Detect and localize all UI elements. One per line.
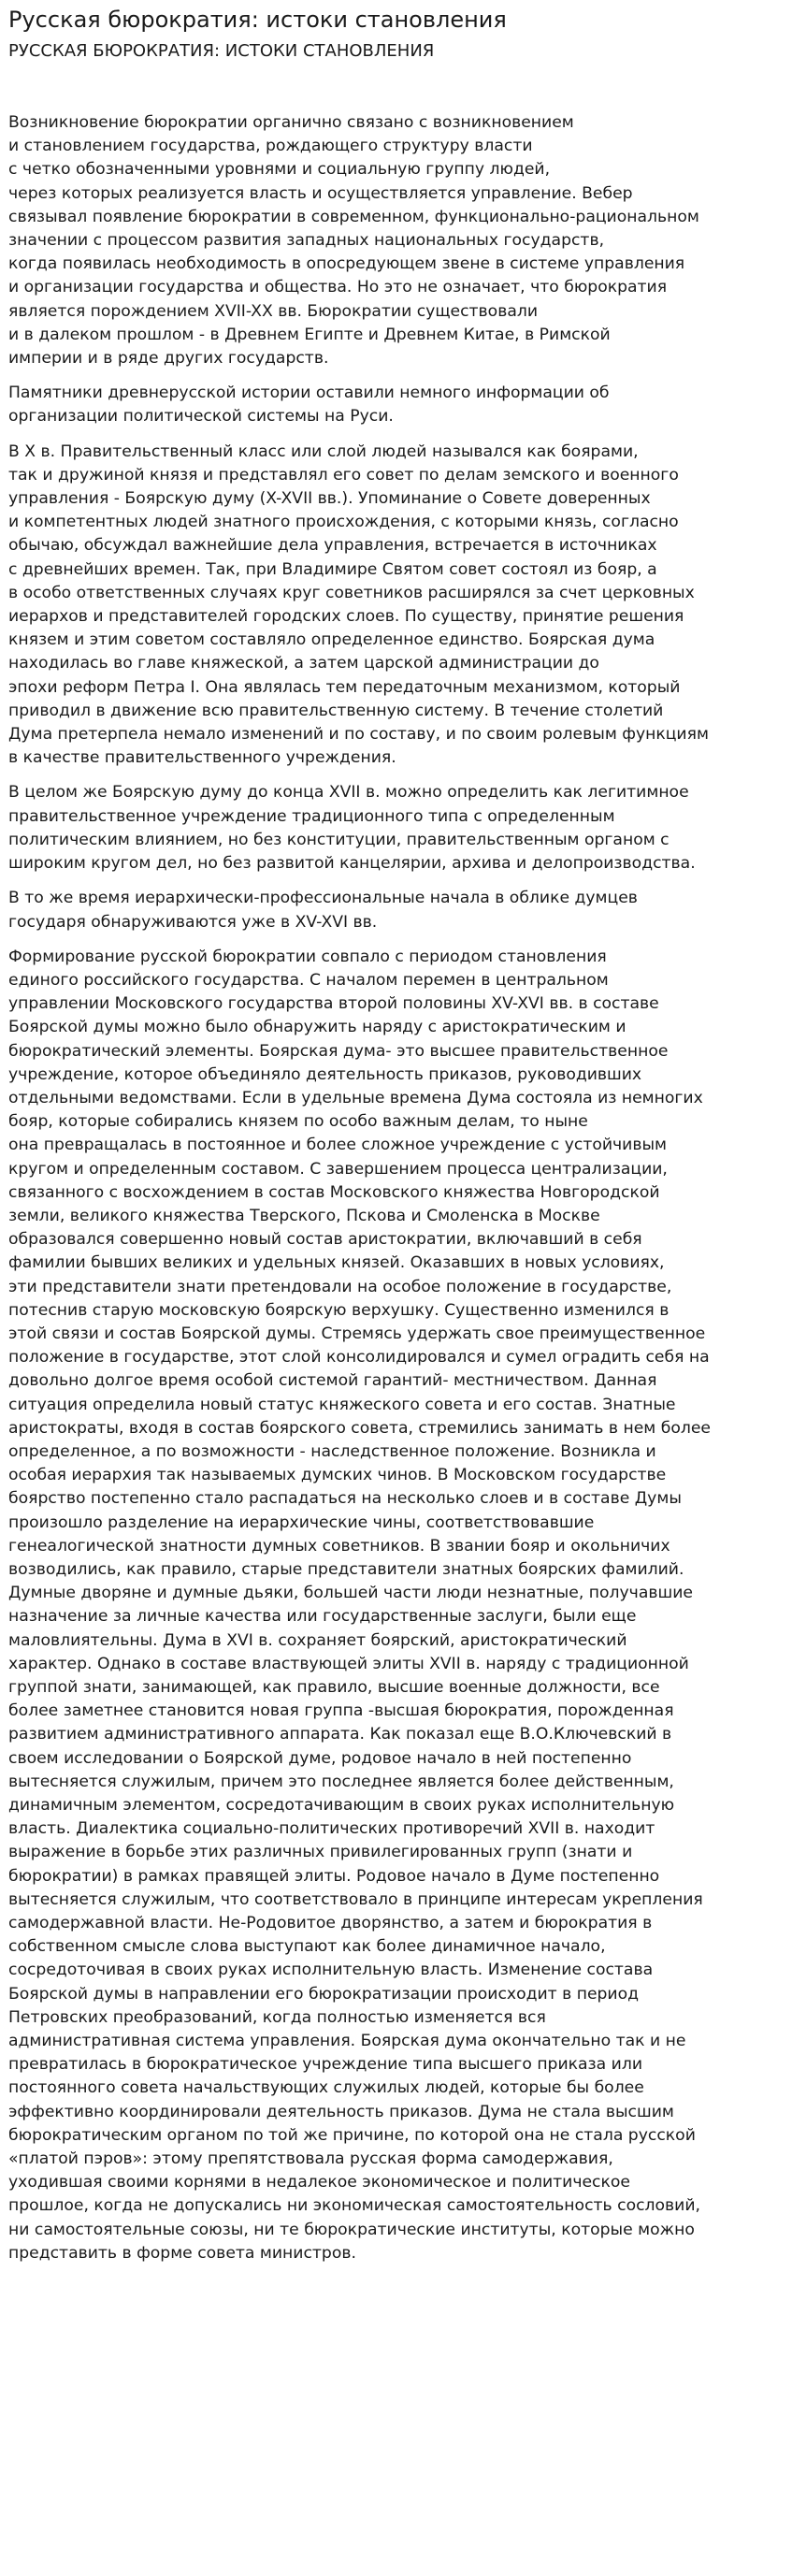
paragraph-5: В то же время иерархически-профессиональные начала в облике думцев государя обнаруживаются уже в XV-XVI вв.: [8, 889, 638, 932]
paragraph-1: Возникновение бюрократии органично связано с возникновением и становлением государства, рождающего структуру власти с четко обозначенными уровнями и социальную группу людей, через которых реализуется власть и осуществляется управление. Вебер связывал появление бюрократии в современном, функционально-рациональном значении с процессом развития западных национальных государств, когда появилась необходимость в опосредующем звене в системе управления и организации государства и общества. Но это не означает, что бюрократия является порождением XVII-XX вв. Бюрократии существовали и в далеком прошлом - в Древнем Египте и Древнем Китае, в Римской империи и в ряде других государств.: [8, 113, 699, 369]
paragraph-4: В целом же Боярскую думу до конца XVII в. можно определить как легитимное правительственное учреждение традиционного типа с определенным политическим влиянием, но без конституции, правительственным органом с широким кругом дел, но без развитой канцелярии, архива и делопроизводства.: [8, 783, 696, 874]
paragraph-2: Памятники древнерусской истории оставили немного информации об организации политической системы на Руси.: [8, 384, 610, 427]
paragraph-6: Формирование русской бюрократии совпало с периодом становления единого российского государства. С началом перемен в центральном управлении Московского государства второй половины XV-XVI вв. в составе Боярской думы можно было обнаружить наряду с аристократическим и бюрократический элементы. Боярская дума- это высшее правительственное учреждение, которое объединяло деятельность приказов, руководивших отдельными ведомствами. Если в удельные времена Дума состояла из немногих бояр, которые собирались князем по особо важным делам, то ныне она превращалась в постоянное и более сложное учреждение с устойчивым кругом и определенным составом. С завершением процесса централизации, связанного с восхождением в состав Московского княжества Новгородской земли, великого княжества Тверского, Пскова и Смоленска в Москве образовался совершенно новый состав аристократии, включавший в себя фамилии бывших великих и удельных князей. Оказавших в новых условиях, эти представители знати претендовали на особое положение в государстве, потеснив старую московскую боярскую верхушку. Существенно изменился в этой связи и состав Боярской думы. Стремясь удержать свое преимущественное положение в государстве, этот слой консолидировался и сумел оградить себя на довольно долгое время особой системой гарантий- местничеством. Данная ситуация определила новый статус княжеского совета и его состав. Знатные аристократы, входя в состав боярского совета, стремились занимать в нем более определенное, а по возможности - наследственное положение. Возникла и особая иерархия так называемых думских чинов. В Московском государстве боярство постепенно стало распадаться на несколько слоев и в составе Думы произошло разделение на иерархические чины, соответствовавшие генеалогической знатности думных советников. В звании бояр и окольничих возводились, как правило, старые представители знатных боярских фамилий. Думные дворяне и думные дьяки, большей части люди незнатные, получавшие назначение за личные качества или государственные заслуги, были еще маловлиятельны. Дума в XVI в. сохраняет боярский, аристократический характер. Однако в составе властвующей элиты XVII в. наряду с традиционной группой знати, занимающей, как правило, высшие военные должности, все более заметнее становится новая группа -высшая бюрократия, порожденная развитием административного аппарата. Как показал еще В.О.Ключевский в своем исследовании о Боярской думе, родовое начало в ней постепенно вытесняется служилым, причем это последнее является более действенным, динамичным элементом, сосредотачивающим в своих руках исполнительную власть. Диалектика социально-политических противоречий XVII в. находит выражение в борьбе этих различных привилегированных групп (знати и бюрократии) в рамках правящей элиты. Родовое начало в Думе постепенно вытесняется служилым, что соответствовало в принципе интересам укрепления самодержавной власти. Не-Родовитое дворянство, а затем и бюрократия в собственном смысле слова выступают как более динамичное начало, сосредоточивая в своих руках исполнительную власть. Изменение состава Боярской думы в направлении его бюрократизации происходит в период Петровских преобразований, когда полностью изменяется вся административная система управления. Боярская дума окончательно так и не превратилась в бюрократическое учреждение типа высшего приказа или постоянного совета начальствующих служилых людей, которые бы более эффективно координировали деятельность приказов. Дума не стала высшим бюрократическим органом по той же причине, по которой она не стала русской «платой пэров»: этому препятствовала русская форма самодержавия, уходившая своими корнями в недалекое экономическое и политическое прошлое, когда не допускались ни экономическая самостоятельность сословий, ни самостоятельные союзы, ни те бюрократические институты, которые можно представить в форме совета министров.: [8, 947, 711, 2263]
page-subtitle: РУССКАЯ БЮРОКРАТИЯ: ИСТОКИ СТАНОВЛЕНИЯ: [8, 41, 435, 61]
article-body: [8, 111, 792, 2265]
paragraph-3: В X в. Правительственный класс или слой людей назывался как боярами, так и дружиной князя и представлял его совет по делам земского и военного управления - Боярскую думу (X-XVII вв.). Упоминание о Совете доверенных и компетентных людей знатного происхождения, с которыми князь, согласно обычаю, обсуждал важнейшие дела управления, встречается в источниках с древнейших времен. Так, при Владимире Святом совет состоял из бояр, а в особо ответственных случаях круг советников расширялся за счет церковных иерархов и представителей городских слоев. По существу, принятие решения князем и этим советом составляло определенное единство. Боярская дума находилась во главе княжеской, а затем царской администрации до эпохи реформ Петра I. Она являлась тем передаточным механизмом, который приводил в движение всю правительственную систему. В течение столетий Дума претерпела немало изменений и по составу, и по своим ролевым функциям в качестве правительственного учреждения.: [8, 441, 709, 768]
page-title: Русская бюрократия: истоки становления: [8, 7, 507, 33]
